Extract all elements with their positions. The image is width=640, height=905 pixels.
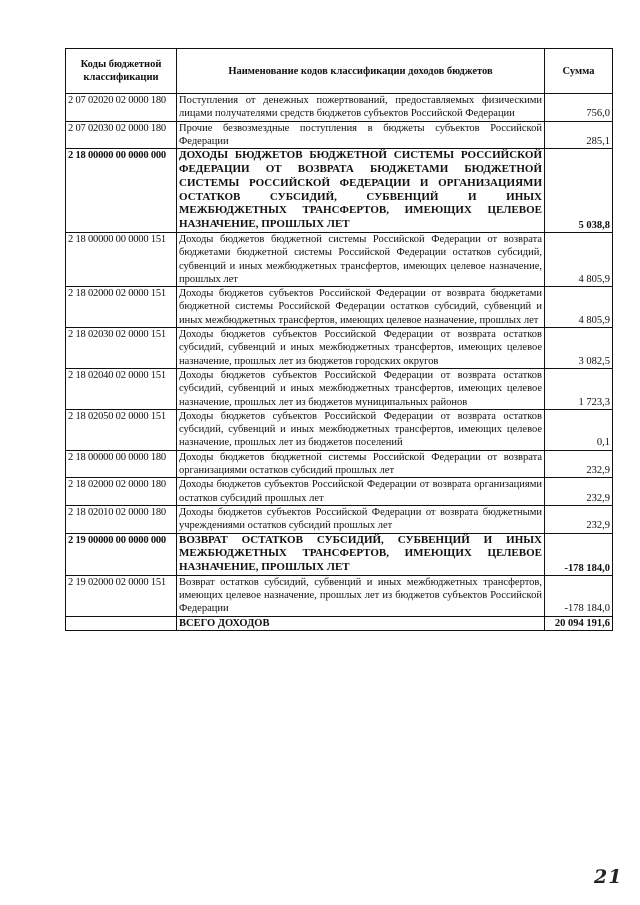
row-name: Доходы бюджетов субъектов Российской Федерации от возврата организациями остатков субсидий прошлых лет bbox=[177, 478, 545, 506]
row-code: 2 18 02030 02 0000 151 bbox=[66, 328, 177, 369]
table-row bbox=[66, 478, 613, 506]
row-name: Прочие безвозмездные поступления в бюджеты субъектов Российской Федерации bbox=[177, 121, 545, 149]
table-row bbox=[66, 328, 613, 369]
row-name: ДОХОДЫ БЮДЖЕТОВ БЮДЖЕТНОЙ СИСТЕМЫ РОССИЙСКОЙ ФЕДЕРАЦИИ ОТ ВОЗВРАТА БЮДЖЕТАМИ БЮДЖЕТНОЙ СИСТЕМЫ РОССИЙСКОЙ ФЕДЕРАЦИИ И ОРГАНИЗАЦИЯМИ ОСТАТКОВ СУБСИДИЙ, СУБВЕНЦИЙ И ИНЫХ МЕЖБЮДЖЕТНЫХ ТРАНСФЕРТОВ, ИМЕЮЩИХ ЦЕЛЕВОЕ НАЗНАЧЕНИЕ, ПРОШЛЫХ ЛЕТ bbox=[177, 149, 545, 233]
row-sum: 232,9 bbox=[545, 478, 613, 506]
row-code: 2 07 02020 02 0000 180 bbox=[66, 94, 177, 122]
row-code: 2 07 02030 02 0000 180 bbox=[66, 121, 177, 149]
page-number: 21 bbox=[594, 866, 623, 888]
table-row bbox=[66, 368, 613, 409]
row-sum: 5 038,8 bbox=[545, 149, 613, 233]
row-name: Доходы бюджетов бюджетной системы Российской Федерации от возврата бюджетами бюджетной системы Российской Федерации остатков субсидий, субвенций и иных межбюджетных трансфертов, имеющих целевое назначение, прошлых лет bbox=[177, 232, 545, 286]
row-sum: 3 082,5 bbox=[545, 328, 613, 369]
row-code: 2 18 02050 02 0000 151 bbox=[66, 409, 177, 450]
table-row bbox=[66, 149, 613, 233]
table-header-row bbox=[66, 49, 613, 94]
row-name: Доходы бюджетов субъектов Российской Федерации от возврата бюджетными учреждениями остатков субсидий прошлых лет bbox=[177, 505, 545, 533]
row-sum: 232,9 bbox=[545, 450, 613, 478]
row-code: 2 19 00000 00 0000 000 bbox=[66, 533, 177, 575]
row-code: 2 18 02000 02 0000 151 bbox=[66, 287, 177, 328]
table-row bbox=[66, 232, 613, 286]
table-total-row bbox=[66, 616, 613, 630]
row-sum: 285,1 bbox=[545, 121, 613, 149]
row-code: 2 18 00000 00 0000 000 bbox=[66, 149, 177, 233]
row-sum: -178 184,0 bbox=[545, 533, 613, 575]
row-code: 2 19 02000 02 0000 151 bbox=[66, 575, 177, 616]
row-code: 2 18 02000 02 0000 180 bbox=[66, 478, 177, 506]
table-row bbox=[66, 121, 613, 149]
row-name: Доходы бюджетов бюджетной системы Российской Федерации от возврата организациями остатков субсидий прошлых лет bbox=[177, 450, 545, 478]
row-name: Поступления от денежных пожертвований, предоставляемых физическими лицами получателями средств бюджетов субъектов Российской Федерации bbox=[177, 94, 545, 122]
total-label: ВСЕГО ДОХОДОВ bbox=[177, 616, 545, 630]
row-sum: 1 723,3 bbox=[545, 368, 613, 409]
row-sum: -178 184,0 bbox=[545, 575, 613, 616]
table-row bbox=[66, 409, 613, 450]
header-code: Коды бюджетной классификации bbox=[66, 49, 177, 94]
row-sum: 0,1 bbox=[545, 409, 613, 450]
row-name: ВОЗВРАТ ОСТАТКОВ СУБСИДИЙ, СУБВЕНЦИЙ И ИНЫХ МЕЖБЮДЖЕТНЫХ ТРАНСФЕРТОВ, ИМЕЮЩИХ ЦЕЛЕВОЕ НАЗНАЧЕНИЕ, ПРОШЛЫХ ЛЕТ bbox=[177, 533, 545, 575]
header-name: Наименование кодов классификации доходов бюджетов bbox=[177, 49, 545, 94]
header-sum: Сумма bbox=[545, 49, 613, 94]
row-code: 2 18 02010 02 0000 180 bbox=[66, 505, 177, 533]
row-name: Доходы бюджетов субъектов Российской Федерации от возврата остатков субсидий, субвенций и иных межбюджетных трансфертов, имеющих целевое назначение, прошлых лет из бюджетов городских округов bbox=[177, 328, 545, 369]
table-row bbox=[66, 533, 613, 575]
table-row bbox=[66, 505, 613, 533]
total-sum: 20 094 191,6 bbox=[545, 616, 613, 630]
row-name: Возврат остатков субсидий, субвенций и иных межбюджетных трансфертов, имеющих целевое назначение, прошлых лет из бюджетов субъектов Российской Федерации bbox=[177, 575, 545, 616]
row-name: Доходы бюджетов субъектов Российской Федерации от возврата бюджетами бюджетной системы Российской Федерации остатков субсидий, субвенций и иных межбюджетных трансфертов, имеющих целевое назначение, прошлых лет bbox=[177, 287, 545, 328]
table-row bbox=[66, 94, 613, 122]
row-name: Доходы бюджетов субъектов Российской Федерации от возврата остатков субсидий, субвенций и иных межбюджетных трансфертов, имеющих целевое назначение, прошлых лет из бюджетов муниципальных районов bbox=[177, 368, 545, 409]
row-sum: 4 805,9 bbox=[545, 287, 613, 328]
row-code: 2 18 02040 02 0000 151 bbox=[66, 368, 177, 409]
total-code-cell bbox=[66, 616, 177, 630]
row-code: 2 18 00000 00 0000 180 bbox=[66, 450, 177, 478]
table-row bbox=[66, 575, 613, 616]
revenue-table bbox=[65, 48, 613, 631]
table-body bbox=[66, 94, 613, 631]
table-row bbox=[66, 450, 613, 478]
table-row bbox=[66, 287, 613, 328]
row-sum: 756,0 bbox=[545, 94, 613, 122]
row-sum: 4 805,9 bbox=[545, 232, 613, 286]
row-sum: 232,9 bbox=[545, 505, 613, 533]
row-code: 2 18 00000 00 0000 151 bbox=[66, 232, 177, 286]
row-name: Доходы бюджетов субъектов Российской Федерации от возврата остатков субсидий, субвенций и иных межбюджетных трансфертов, имеющих целевое назначение, прошлых лет из бюджетов поселений bbox=[177, 409, 545, 450]
